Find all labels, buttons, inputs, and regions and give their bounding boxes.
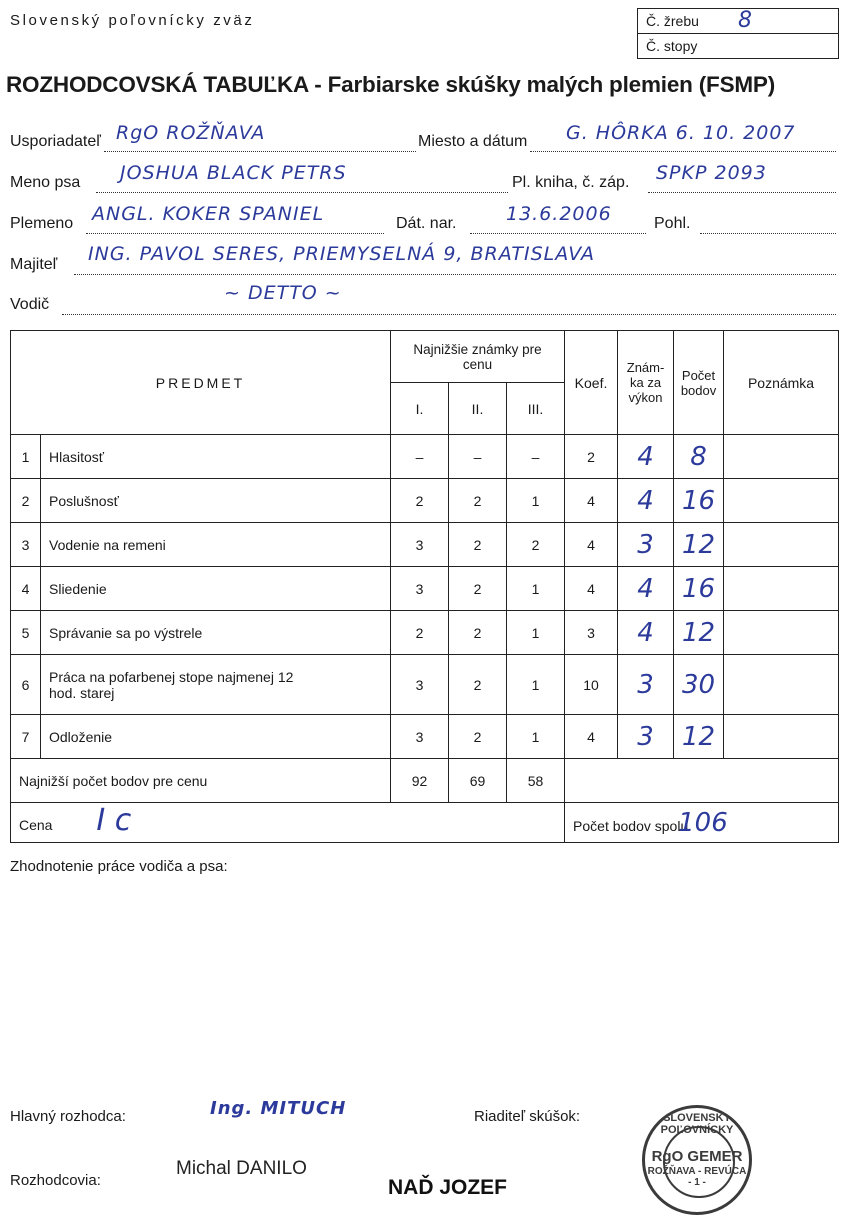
row-performance-grade[interactable]: 3: [618, 715, 674, 759]
prize-cell: [11, 803, 565, 843]
row-min-grade-1: 3: [391, 715, 449, 759]
draw-track-box: [637, 8, 839, 59]
table-row: [11, 655, 839, 715]
judge-1-signature: Michal DANILO: [176, 1158, 307, 1179]
sex-label: Pohl.: [654, 215, 691, 232]
total-points-value[interactable]: 106: [678, 808, 728, 838]
row-min-grade-2: 2: [449, 715, 507, 759]
breed-label: Plemeno: [10, 215, 74, 232]
stamp-middle-text: RgO GEMER: [651, 1148, 743, 1165]
row-min-grade-1: 3: [391, 523, 449, 567]
row-note[interactable]: [724, 655, 839, 715]
table-row: [11, 567, 839, 611]
track-number-row: [638, 33, 838, 58]
row-min-grade-2: 2: [449, 523, 507, 567]
row-subject: Správanie sa po výstrele: [41, 611, 391, 655]
table-row: [11, 523, 839, 567]
min-points-blank: [565, 759, 839, 803]
row-subject: Práca na pofarbenej stope najmenej 12 hod. starej: [41, 655, 391, 715]
row-performance-grade[interactable]: 4: [618, 479, 674, 523]
row-min-grade-1: 3: [391, 567, 449, 611]
row-min-grade-2: 2: [449, 567, 507, 611]
total-points-label: Počet bodov spolu: [573, 818, 689, 834]
row-min-grade-3: –: [507, 435, 565, 479]
row-performance-grade[interactable]: 3: [618, 523, 674, 567]
handler-value[interactable]: ~ DETTO ~: [224, 282, 342, 304]
row-coef: 4: [565, 523, 618, 567]
row-points[interactable]: 30: [674, 655, 724, 715]
organizer-value[interactable]: RgO ROŽŇAVA: [116, 122, 266, 144]
dog-name-line: [96, 192, 508, 193]
judges-label: Rozhodcovia:: [10, 1172, 101, 1189]
row-performance-grade[interactable]: 4: [618, 567, 674, 611]
row-min-grade-2: –: [449, 435, 507, 479]
studbook-label: Pl. kniha, č. záp.: [512, 174, 630, 191]
row-min-grade-3: 2: [507, 523, 565, 567]
min-points-2: 69: [449, 759, 507, 803]
row-min-grade-2: 2: [449, 655, 507, 715]
row-subject: Poslušnosť: [41, 479, 391, 523]
scoring-table: [10, 330, 839, 843]
row-number: 7: [11, 715, 41, 759]
row-number: 5: [11, 611, 41, 655]
points-header: Počet bodov: [674, 331, 724, 435]
row-performance-grade[interactable]: 4: [618, 435, 674, 479]
row-points[interactable]: 12: [674, 523, 724, 567]
studbook-line: [648, 192, 836, 193]
row-points[interactable]: 12: [674, 715, 724, 759]
organization-name: Slovenský poľovnícky zväz: [10, 12, 255, 29]
handler-label: Vodič: [10, 296, 50, 313]
organizer-line: [104, 151, 416, 152]
birth-date-value[interactable]: 13.6.2006: [506, 203, 612, 225]
sex-line: [700, 233, 836, 234]
note-header: Poznámka: [724, 331, 839, 435]
table-row: [11, 479, 839, 523]
row-coef: 3: [565, 611, 618, 655]
draw-number-label: Č. žrebu: [646, 13, 699, 29]
row-number: 6: [11, 655, 41, 715]
organizer-label: Usporiadateľ: [10, 133, 101, 150]
min-points-3: 58: [507, 759, 565, 803]
evaluation-label: Zhodnotenie práce vodiča a psa:: [10, 858, 228, 875]
row-points[interactable]: 12: [674, 611, 724, 655]
owner-value[interactable]: ING. PAVOL SERES, PRIEMYSELNÁ 9, BRATISLAVA: [88, 243, 595, 265]
row-number: 1: [11, 435, 41, 479]
row-min-grade-3: 1: [507, 655, 565, 715]
row-number: 4: [11, 567, 41, 611]
row-coef: 10: [565, 655, 618, 715]
row-coef: 4: [565, 479, 618, 523]
row-min-grade-1: –: [391, 435, 449, 479]
stamp-bottom-text: ROŽŇAVA - REVÚCA - 1 -: [647, 1166, 747, 1188]
chief-judge-label: Hlavný rozhodca:: [10, 1108, 126, 1125]
row-subject: Sliedenie: [41, 567, 391, 611]
row-points[interactable]: 16: [674, 567, 724, 611]
scoring-rows: [11, 435, 839, 759]
prize-value[interactable]: I c: [96, 803, 132, 838]
owner-label: Majiteľ: [10, 256, 58, 273]
birth-date-line: [470, 233, 646, 234]
dog-name-value[interactable]: JOSHUA BLACK PETRS: [120, 162, 347, 184]
row-subject: Odloženie: [41, 715, 391, 759]
place-date-value[interactable]: G. HÔRKA 6. 10. 2007: [566, 122, 796, 144]
handler-line: [62, 314, 836, 315]
draw-number-value[interactable]: 8: [738, 8, 753, 33]
dog-name-label: Meno psa: [10, 174, 81, 191]
form-title: ROZHODCOVSKÁ TABUĽKA - Farbiarske skúšky malých plemien (FSMP): [6, 72, 776, 97]
min-points-label: Najnižší počet bodov pre cenu: [11, 759, 391, 803]
breed-value[interactable]: ANGL. KOKER SPANIEL: [92, 203, 325, 225]
chief-judge-signature: Ing. MITUCH: [210, 1098, 347, 1119]
stamp-top-text: SLOVENSKÝ POĽOVNÍCKY: [660, 1112, 734, 1136]
row-note[interactable]: [724, 523, 839, 567]
coef-header: Koef.: [565, 331, 618, 435]
row-min-grade-3: 1: [507, 479, 565, 523]
director-label: Riaditeľ skúšok:: [474, 1108, 581, 1125]
row-number: 2: [11, 479, 41, 523]
row-note[interactable]: [724, 567, 839, 611]
row-coef: 2: [565, 435, 618, 479]
row-min-grade-3: 1: [507, 611, 565, 655]
official-stamp: [642, 1105, 752, 1215]
grade-3-header: III.: [507, 383, 565, 435]
row-min-grade-3: 1: [507, 715, 565, 759]
judge-2-signature: NAĎ JOZEF: [388, 1176, 508, 1199]
place-date-line: [530, 151, 836, 152]
subject-header: PREDMET: [11, 331, 391, 435]
table-row: [11, 435, 839, 479]
row-subject: Vodenie na remeni: [41, 523, 391, 567]
table-row: [11, 611, 839, 655]
performance-header: Znám- ka za výkon: [618, 331, 674, 435]
grade-2-header: II.: [449, 383, 507, 435]
breed-line: [86, 233, 384, 234]
grade-1-header: I.: [391, 383, 449, 435]
table-row: [11, 715, 839, 759]
row-coef: 4: [565, 715, 618, 759]
owner-line: [74, 274, 836, 275]
prize-label: Cena: [19, 817, 53, 833]
min-grades-header: Najnižšie známky pre cenu: [391, 331, 565, 383]
draw-number-row: [638, 9, 838, 33]
row-performance-grade[interactable]: 4: [618, 611, 674, 655]
row-min-grade-2: 2: [449, 479, 507, 523]
row-min-grade-3: 1: [507, 567, 565, 611]
place-date-label: Miesto a dátum: [418, 133, 528, 150]
birth-date-label: Dát. nar.: [396, 215, 457, 232]
row-performance-grade[interactable]: 3: [618, 655, 674, 715]
row-min-grade-2: 2: [449, 611, 507, 655]
row-note[interactable]: [724, 479, 839, 523]
row-coef: 4: [565, 567, 618, 611]
min-points-1: 92: [391, 759, 449, 803]
row-points[interactable]: 16: [674, 479, 724, 523]
row-note[interactable]: [724, 611, 839, 655]
row-min-grade-1: 2: [391, 611, 449, 655]
row-note[interactable]: [724, 715, 839, 759]
row-min-grade-1: 2: [391, 479, 449, 523]
row-note[interactable]: [724, 435, 839, 479]
studbook-value[interactable]: SPKP 2093: [656, 162, 767, 184]
total-points-cell: [565, 803, 839, 843]
row-min-grade-1: 3: [391, 655, 449, 715]
row-number: 3: [11, 523, 41, 567]
track-number-label: Č. stopy: [646, 38, 698, 54]
row-points[interactable]: 8: [674, 435, 724, 479]
row-subject: Hlasitosť: [41, 435, 391, 479]
